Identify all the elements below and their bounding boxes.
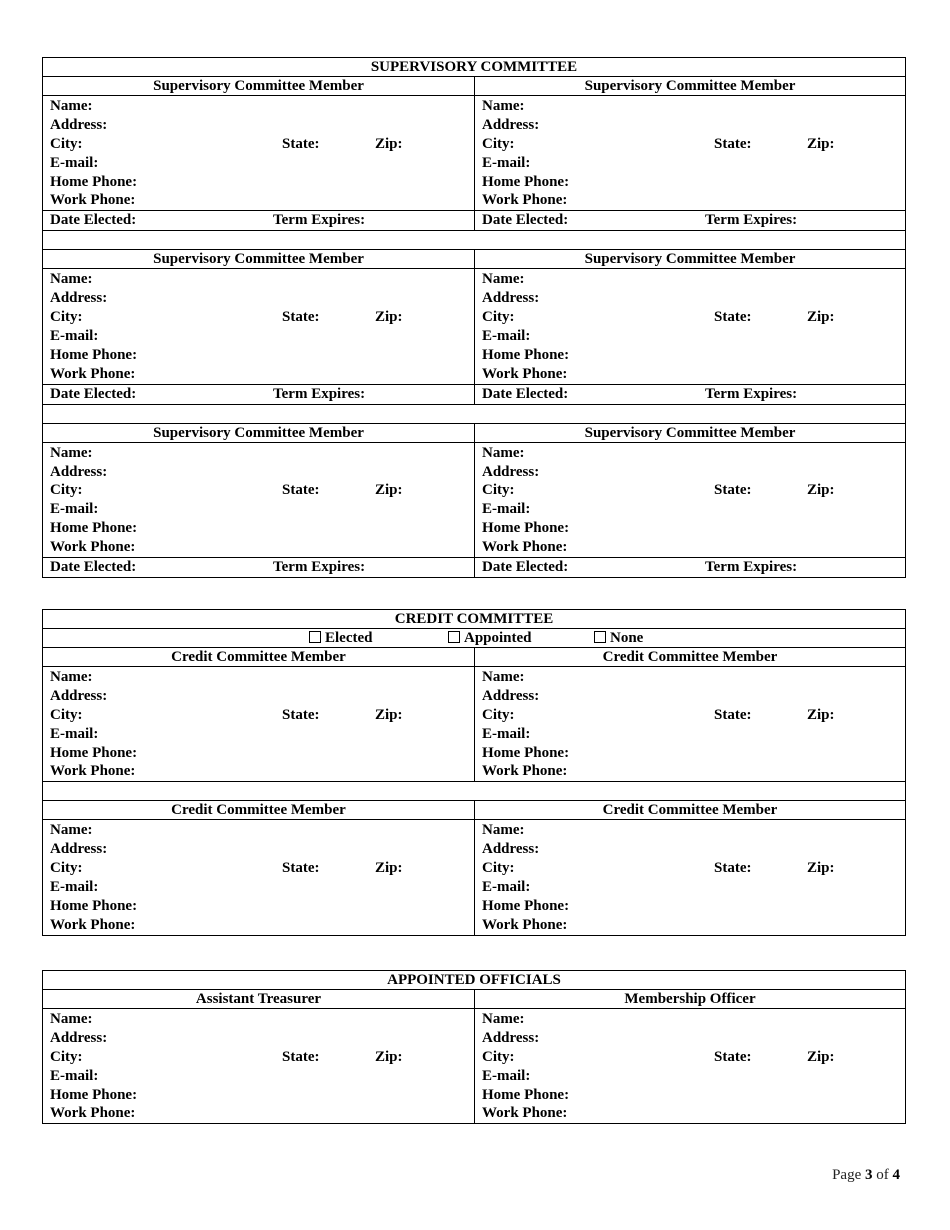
home-phone-field[interactable]: Home Phone: — [482, 897, 570, 914]
name-field[interactable]: Name: — [482, 444, 525, 461]
city-state-zip-field[interactable]: City: State: Zip: — [482, 860, 835, 877]
city-state-zip-field[interactable]: City: State: Zip: — [50, 1048, 403, 1065]
date-elected-field[interactable]: Date Elected: Term Expires: — [475, 384, 905, 404]
home-phone-field[interactable]: Home Phone: — [50, 744, 138, 761]
work-phone-field[interactable]: Work Phone: — [482, 539, 568, 556]
work-phone-field[interactable]: Work Phone: — [50, 192, 136, 209]
name-field[interactable]: Name: — [50, 98, 93, 114]
member-card — [43, 424, 474, 577]
officials-row — [43, 990, 905, 1123]
email-field[interactable]: E-mail: — [482, 1067, 531, 1084]
email-field[interactable]: E-mail: — [482, 328, 531, 345]
member-heading: Supervisory Committee Member — [43, 424, 474, 443]
city-state-zip-field[interactable]: City: State: Zip: — [482, 135, 835, 152]
work-phone-field[interactable]: Work Phone: — [482, 365, 568, 382]
work-phone-field[interactable]: Work Phone: — [50, 916, 136, 933]
member-card — [474, 77, 905, 230]
city-state-zip-field[interactable]: City: State: Zip: — [50, 860, 403, 877]
elected-checkbox[interactable]: Elected — [309, 629, 372, 648]
home-phone-field[interactable]: Home Phone: — [482, 744, 570, 761]
work-phone-field[interactable]: Work Phone: — [50, 539, 136, 556]
work-phone-field[interactable]: Work Phone: — [50, 1105, 136, 1122]
home-phone-field[interactable]: Home Phone: — [50, 897, 138, 914]
member-row — [43, 250, 905, 403]
member-heading: Supervisory Committee Member — [43, 250, 474, 269]
home-phone-field[interactable]: Home Phone: — [50, 173, 138, 190]
member-heading: Credit Committee Member — [475, 648, 905, 667]
member-heading: Supervisory Committee Member — [475, 250, 905, 269]
email-field[interactable]: E-mail: — [50, 879, 99, 896]
credit-committee-section — [42, 609, 906, 936]
email-field[interactable]: E-mail: — [50, 501, 99, 518]
name-field[interactable]: Name: — [482, 271, 525, 288]
member-card — [474, 648, 905, 781]
member-card — [43, 648, 474, 781]
home-phone-field[interactable]: Home Phone: — [482, 173, 570, 190]
city-state-zip-field[interactable]: City: State: Zip: — [482, 1048, 835, 1065]
email-field[interactable]: E-mail: — [482, 501, 531, 518]
page-number: Page 3 of 4 — [832, 1167, 900, 1183]
address-field[interactable]: Address: — [50, 1029, 108, 1046]
address-field[interactable]: Address: — [482, 290, 540, 307]
work-phone-field[interactable]: Work Phone: — [482, 1105, 568, 1122]
member-row — [43, 648, 905, 781]
assistant-treasurer-card — [43, 990, 474, 1123]
member-card — [43, 801, 474, 934]
name-field[interactable]: Name: — [482, 669, 525, 685]
city-state-zip-field[interactable]: City: State: Zip: — [50, 135, 403, 152]
date-elected-field[interactable]: Date Elected: Term Expires: — [43, 210, 474, 230]
member-heading: Credit Committee Member — [475, 801, 905, 820]
address-field[interactable]: Address: — [50, 687, 108, 704]
name-field[interactable]: Name: — [50, 669, 93, 685]
member-heading: Supervisory Committee Member — [43, 77, 474, 96]
address-field[interactable]: Address: — [50, 841, 108, 858]
spacer-row — [43, 781, 905, 801]
appointed-officials-section — [42, 970, 906, 1124]
assistant-treasurer-heading: Assistant Treasurer — [43, 990, 474, 1009]
spacer-row — [43, 404, 905, 424]
address-field[interactable]: Address: — [482, 687, 540, 704]
name-field[interactable]: Name: — [50, 444, 93, 461]
member-heading: Credit Committee Member — [43, 648, 474, 667]
email-field[interactable]: E-mail: — [482, 879, 531, 896]
date-elected-field[interactable]: Date Elected: Term Expires: — [43, 384, 474, 404]
city-state-zip-field[interactable]: City: State: Zip: — [482, 706, 835, 723]
address-field[interactable]: Address: — [482, 116, 540, 133]
work-phone-field[interactable]: Work Phone: — [482, 916, 568, 933]
member-heading: Credit Committee Member — [43, 801, 474, 820]
date-elected-field[interactable]: Date Elected: Term Expires: — [475, 210, 905, 230]
city-state-zip-field[interactable]: City: State: Zip: — [482, 482, 835, 499]
city-state-zip-field[interactable]: City: State: Zip: — [50, 482, 403, 499]
city-state-zip-field[interactable]: City: State: Zip: — [50, 706, 403, 723]
member-row — [43, 424, 905, 577]
name-field[interactable]: Name: — [482, 1011, 525, 1027]
address-field[interactable]: Address: — [482, 841, 540, 858]
section-title: CREDIT COMMITTEE — [43, 610, 905, 629]
address-field[interactable]: Address: — [50, 463, 108, 480]
section-title: APPOINTED OFFICIALS — [43, 971, 905, 990]
work-phone-field[interactable]: Work Phone: — [50, 365, 136, 382]
home-phone-field[interactable]: Home Phone: — [50, 520, 138, 537]
home-phone-field[interactable]: Home Phone: — [482, 346, 570, 363]
home-phone-field[interactable]: Home Phone: — [50, 1086, 138, 1103]
membership-officer-heading: Membership Officer — [475, 990, 905, 1009]
name-field[interactable]: Name: — [50, 1011, 93, 1027]
name-field[interactable]: Name: — [50, 822, 93, 839]
supervisory-committee-section — [42, 57, 906, 578]
email-field[interactable]: E-mail: — [482, 725, 531, 742]
city-state-zip-field[interactable]: City: State: Zip: — [482, 309, 835, 326]
email-field[interactable]: E-mail: — [50, 725, 99, 742]
address-field[interactable]: Address: — [50, 116, 108, 133]
spacer-row — [43, 230, 905, 250]
selection-options — [43, 629, 905, 648]
email-field[interactable]: E-mail: — [50, 1067, 99, 1084]
none-checkbox[interactable]: None — [594, 629, 643, 648]
address-field[interactable]: Address: — [482, 463, 540, 480]
member-card — [474, 424, 905, 577]
member-heading: Supervisory Committee Member — [475, 424, 905, 443]
member-heading: Supervisory Committee Member — [475, 77, 905, 96]
date-elected-field[interactable]: Date Elected: Term Expires: — [475, 557, 905, 577]
member-card — [474, 250, 905, 403]
email-field[interactable]: E-mail: — [50, 328, 99, 345]
work-phone-field[interactable]: Work Phone: — [482, 763, 568, 780]
email-field[interactable]: E-mail: — [50, 154, 99, 171]
city-state-zip-field[interactable]: City: State: Zip: — [50, 309, 403, 326]
checkbox-icon — [309, 631, 321, 643]
name-field[interactable]: Name: — [482, 98, 525, 114]
work-phone-field[interactable]: Work Phone: — [50, 763, 136, 780]
address-field[interactable]: Address: — [482, 1029, 540, 1046]
home-phone-field[interactable]: Home Phone: — [482, 520, 570, 537]
checkbox-icon — [448, 631, 460, 643]
membership-officer-card — [474, 990, 905, 1123]
section-title: SUPERVISORY COMMITTEE — [43, 58, 905, 77]
member-card — [43, 250, 474, 403]
appointed-checkbox[interactable]: Appointed — [448, 629, 532, 648]
member-card — [43, 77, 474, 230]
home-phone-field[interactable]: Home Phone: — [482, 1086, 570, 1103]
name-field[interactable]: Name: — [482, 822, 525, 839]
date-elected-field[interactable]: Date Elected: Term Expires: — [43, 557, 474, 577]
work-phone-field[interactable]: Work Phone: — [482, 192, 568, 209]
name-field[interactable]: Name: — [50, 271, 93, 288]
email-field[interactable]: E-mail: — [482, 154, 531, 171]
checkbox-icon — [594, 631, 606, 643]
member-row — [43, 77, 905, 230]
address-field[interactable]: Address: — [50, 290, 108, 307]
member-card — [474, 801, 905, 934]
member-row — [43, 801, 905, 934]
home-phone-field[interactable]: Home Phone: — [50, 346, 138, 363]
